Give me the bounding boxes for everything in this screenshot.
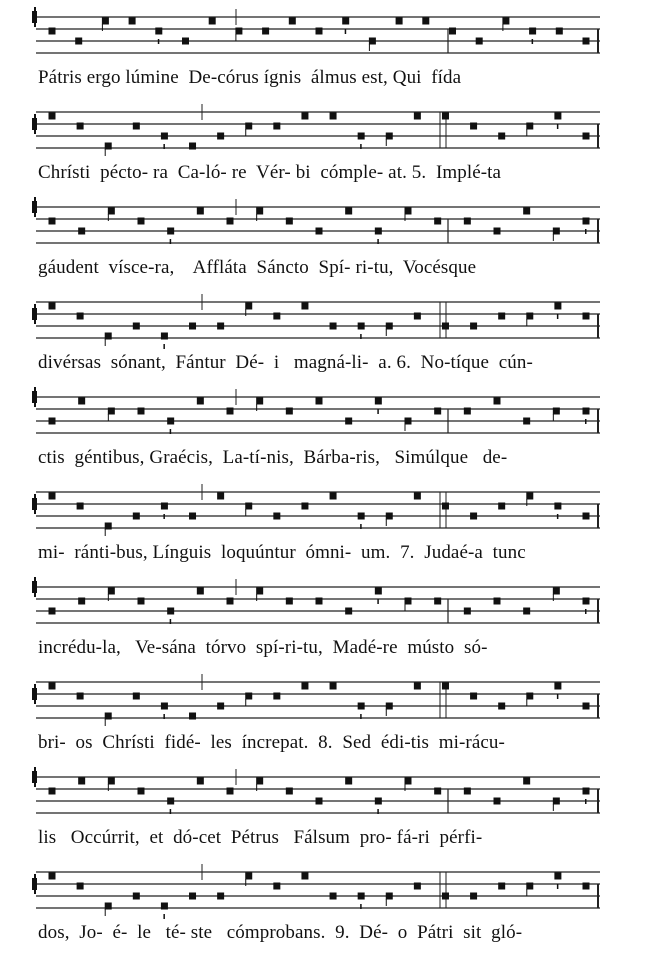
lyric-line: ctis géntibus, Graécis, La-tí-nis, Bárba-ris, Simúlque de- [38,447,508,468]
lyric-line: Chrísti pécto- ra Ca-ló- re Vér- bi cómple- at. 5. Implé-ta [38,162,502,183]
neume-note [301,303,308,310]
neume-note [316,598,323,605]
neume-note [583,598,590,605]
neume-note [345,778,352,785]
neume-note [554,683,561,690]
lyric-line: dos, Jo- é- le té- ste cómprobans. 9. Dé- o Pátri sit gló- [38,922,523,943]
neume-note [316,228,323,235]
neume-note [189,893,196,900]
neume-note [386,323,393,330]
neume-note [330,113,337,120]
double-bar [440,492,446,528]
neume-note [498,883,505,890]
neume-note [358,893,365,900]
lyric-line: gáudent vísce-ra, Affláta Sáncto Spí- ri-tu, Vocésque [38,257,477,278]
neume-note [358,133,365,140]
episema [163,714,165,719]
episema [163,144,165,149]
neume-note [155,28,162,35]
neume-note [583,883,590,890]
double-bar [440,302,446,338]
neume-note [105,143,112,150]
neume-note [358,513,365,520]
neume-note [583,218,590,225]
neume-note [386,513,393,520]
neume-note [414,313,421,320]
neume-note [273,313,280,320]
episema [360,714,362,719]
lyric-line: lis Occúrrit, et dó-cet Pétrus Fálsum pro- fá-ri pérfi- [38,827,483,848]
system-8 [0,670,664,765]
neume-note [262,28,269,35]
neume-note [583,133,590,140]
neume-note [197,778,204,785]
episema [360,904,362,909]
neume-note [553,408,560,415]
neume-note [256,398,263,405]
neume-note [526,883,533,890]
neume-note [217,323,224,330]
neume-note [414,113,421,120]
neume-note [161,333,168,340]
neume-note [227,598,234,605]
neume-note [442,683,449,690]
neume-note [189,323,196,330]
neume-note [161,903,168,910]
neume-note [414,683,421,690]
episema [557,124,559,129]
neume-note [434,788,441,795]
neume-note [138,598,145,605]
episema [170,809,172,814]
neume-note [414,883,421,890]
neume-note [49,303,56,310]
neume-note [330,683,337,690]
neume-note [583,703,590,710]
neume-note [464,408,471,415]
neume-note [301,683,308,690]
neume-note [105,523,112,530]
neume-note [556,28,563,35]
neume-note [245,123,252,130]
neume-note [256,778,263,785]
neume-note [189,143,196,150]
neume-note [554,303,561,310]
neume-note [498,313,505,320]
neume-note [133,693,140,700]
neume-note [108,778,115,785]
system-3 [0,195,664,290]
neume-note [197,588,204,595]
neume-note [217,703,224,710]
episema [163,914,165,919]
episema [360,334,362,339]
neume-note [105,713,112,720]
neume-note [498,703,505,710]
episema [377,809,379,814]
neume-note [245,503,252,510]
system-6 [0,480,664,575]
neume-note [138,218,145,225]
neume-note [227,218,234,225]
neume-note [167,228,174,235]
neume-note [583,513,590,520]
neume-note [217,893,224,900]
neume-note [369,38,376,45]
neume-note [442,323,449,330]
neume-note [494,228,501,235]
episema [585,799,587,804]
neume-note [77,503,84,510]
neume-note [345,418,352,425]
neume-note [77,313,84,320]
neume-note [245,693,252,700]
neume-note [554,503,561,510]
staff [0,195,664,255]
staff [0,100,664,160]
neume-note [375,228,382,235]
neume-note [494,398,501,405]
lyric-line: incrédu-la, Ve-sána tórvo spí-ri-tu, Madé-re músto só- [38,637,488,658]
neume-note [138,408,145,415]
episema [158,39,160,44]
neume-note [476,38,483,45]
system-10 [0,860,664,955]
neume-note [49,873,56,880]
neume-note [273,513,280,520]
neume-note [529,28,536,35]
neume-note [405,778,412,785]
neume-note [554,113,561,120]
neume-note [464,218,471,225]
system-2 [0,100,664,195]
neume-note [442,113,449,120]
neume-note [189,513,196,520]
episema [170,429,172,434]
neume-note [286,598,293,605]
neume-note [138,788,145,795]
episema [585,419,587,424]
neume-note [105,333,112,340]
lyric-line: Pátris ergo lúmine De-córus ígnis álmus est, Qui fída [38,67,462,88]
neume-note [235,28,242,35]
neume-note [405,598,412,605]
neume-note [470,123,477,130]
neume-note [161,703,168,710]
neume-note [434,218,441,225]
episema [377,409,379,414]
neume-note [167,798,174,805]
neume-note [77,693,84,700]
neume-note [422,18,429,25]
lyric-line: bri- os Chrísti fidé- les íncrepat. 8. Sed édi-tis mi-rácu- [38,732,505,753]
neume-note [289,18,296,25]
neume-note [330,493,337,500]
neume-note [526,123,533,130]
neume-note [464,788,471,795]
neume-note [256,588,263,595]
neume-note [386,703,393,710]
neume-note [523,418,530,425]
neume-note [345,208,352,215]
neume-note [375,798,382,805]
neume-note [449,28,456,35]
neume-note [49,608,56,615]
neume-note [105,903,112,910]
neume-note [75,38,82,45]
neume-note [494,598,501,605]
neume-note [583,788,590,795]
neume-note [470,693,477,700]
episema [557,314,559,319]
neume-note [316,28,323,35]
neume-note [273,123,280,130]
neume-note [358,323,365,330]
neume-note [386,133,393,140]
neume-note [414,493,421,500]
neume-note [108,588,115,595]
episema [585,609,587,614]
neume-note [217,133,224,140]
system-1 [0,5,664,100]
neume-note [553,588,560,595]
neume-note [523,608,530,615]
episema [170,619,172,624]
episema [557,694,559,699]
neume-note [316,398,323,405]
episema [377,599,379,604]
neume-note [375,588,382,595]
neume-note [217,493,224,500]
staff [0,670,664,730]
neume-note [273,883,280,890]
episema [532,39,534,44]
neume-note [502,18,509,25]
neume-note [464,608,471,615]
neume-note [286,218,293,225]
neume-note [227,788,234,795]
neume-note [330,893,337,900]
neume-note [583,313,590,320]
neume-note [129,18,136,25]
neume-note [442,503,449,510]
neume-note [49,788,56,795]
neume-note [167,608,174,615]
neume-note [78,398,85,405]
neume-note [301,113,308,120]
staff [0,385,664,445]
neume-note [498,503,505,510]
neume-note [405,208,412,215]
neume-note [49,493,56,500]
neume-note [396,18,403,25]
staff [0,480,664,540]
neume-note [526,693,533,700]
neume-note [77,883,84,890]
neume-note [526,313,533,320]
system-5 [0,385,664,480]
neume-note [227,408,234,415]
neume-note [498,133,505,140]
neume-note [49,218,56,225]
neume-note [345,608,352,615]
neume-note [301,503,308,510]
neume-note [342,18,349,25]
staff [0,860,664,920]
system-7 [0,575,664,670]
neume-note [554,873,561,880]
neume-note [330,323,337,330]
neume-note [494,798,501,805]
neume-note [161,503,168,510]
staff [0,5,664,65]
neume-note [434,598,441,605]
neume-note [358,703,365,710]
neume-note [523,778,530,785]
neume-note [386,893,393,900]
episema [170,239,172,244]
neume-note [209,18,216,25]
neume-note [553,798,560,805]
staff [0,290,664,350]
neume-note [189,713,196,720]
neume-note [133,893,140,900]
neume-note [434,408,441,415]
neume-note [583,408,590,415]
neume-note [316,798,323,805]
neume-note [470,893,477,900]
neume-note [49,28,56,35]
neume-note [553,228,560,235]
staff [0,575,664,635]
neume-note [583,38,590,45]
neume-note [167,418,174,425]
episema [557,884,559,889]
neume-note [301,873,308,880]
neume-note [197,398,204,405]
neume-note [108,408,115,415]
neume-note [133,123,140,130]
neume-note [133,513,140,520]
episema [360,524,362,529]
neume-note [286,788,293,795]
neume-note [49,683,56,690]
neume-note [49,113,56,120]
episema [360,144,362,149]
neume-note [470,323,477,330]
episema [585,229,587,234]
neume-note [197,208,204,215]
double-bar [440,872,446,908]
episema [163,514,165,519]
episema [345,29,347,34]
neume-note [133,323,140,330]
neume-note [470,513,477,520]
staff [0,765,664,825]
neume-note [245,303,252,310]
episema [377,239,379,244]
neume-note [286,408,293,415]
neume-note [78,598,85,605]
neume-note [108,208,115,215]
neume-note [49,418,56,425]
system-9 [0,765,664,860]
lyric-line: mi- ránti-bus, Línguis loquúntur ómni- um. 7. Judaé-a tunc [38,542,526,563]
episema [557,514,559,519]
lyric-line: divérsas sónant, Fántur Dé- i magná-li- a. 6. No-tíque cún- [38,352,533,373]
neume-note [273,693,280,700]
neume-note [256,208,263,215]
neume-note [102,18,109,25]
neume-note [78,228,85,235]
neume-note [375,398,382,405]
neume-note [526,493,533,500]
system-4 [0,290,664,385]
neume-note [78,778,85,785]
neume-note [182,38,189,45]
neume-note [245,873,252,880]
neume-note [405,418,412,425]
neume-note [77,123,84,130]
episema [163,344,165,349]
neume-note [442,893,449,900]
neume-note [523,208,530,215]
neume-note [161,133,168,140]
